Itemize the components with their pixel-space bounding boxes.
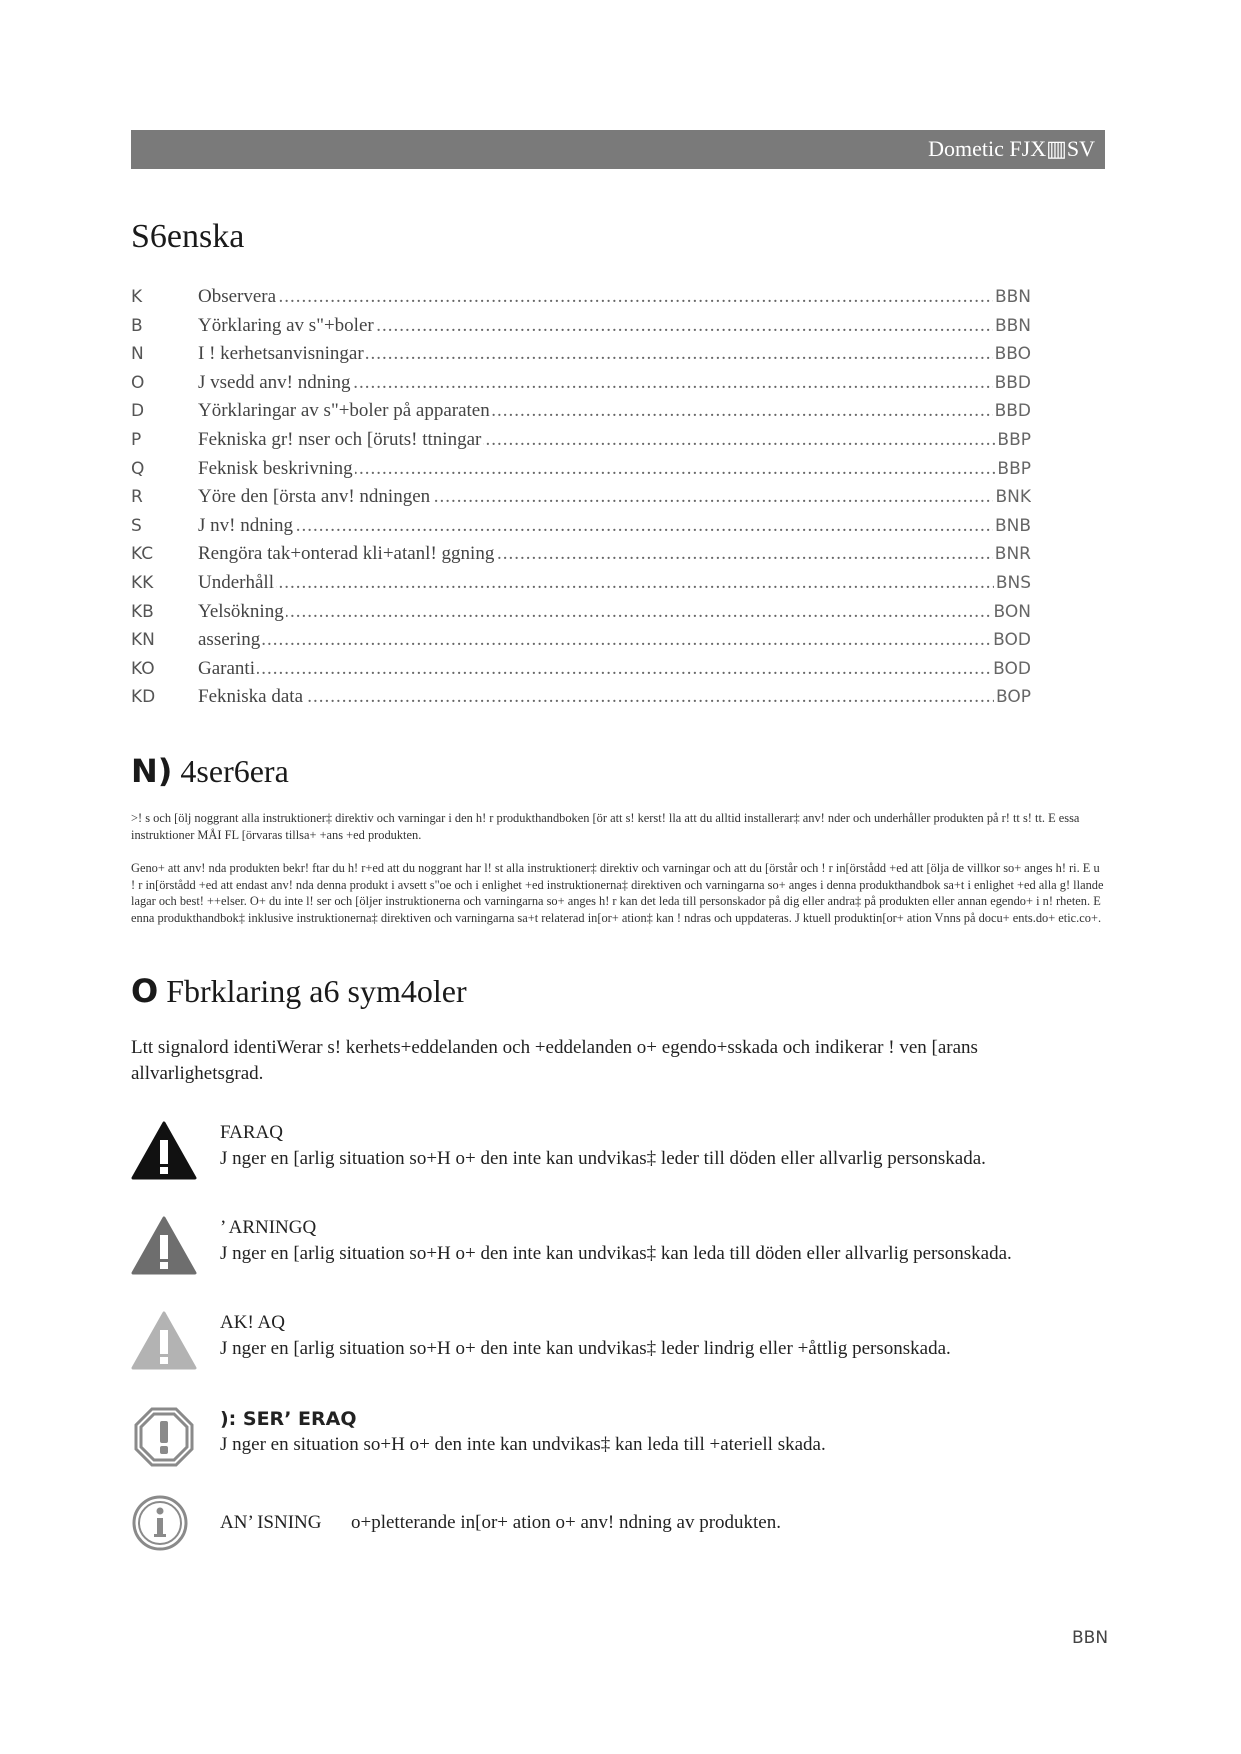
toc-number: D <box>131 401 145 422</box>
toc-title: Yörklaringar av s"+boler på apparaten <box>198 400 490 422</box>
toc-row[interactable] <box>131 540 1031 569</box>
signal-description: J nger en [arlig situation so+H o+ den inte kan undvikas‡ kan leda till döden eller allvarlig personskada. <box>220 1243 1012 1264</box>
toc-entry <box>198 369 1031 398</box>
warning-triangle-icon <box>131 1215 197 1277</box>
toc-title: J nv! ndning <box>198 514 293 536</box>
toc-entry <box>198 540 1031 569</box>
toc-page: BBD <box>993 369 1031 398</box>
toc-page: BBN <box>993 312 1031 341</box>
toc-entry <box>198 483 1031 512</box>
toc-entry <box>198 340 1031 369</box>
toc-number: B <box>131 315 143 336</box>
signal-title: AN’ ISNING <box>220 1512 322 1533</box>
document-title: Dometic FJX▥SV <box>928 136 1095 161</box>
toc-number: R <box>131 487 143 508</box>
toc-row[interactable] <box>131 369 1031 398</box>
toc-page: BBN <box>993 283 1031 312</box>
symbols-heading <box>131 972 467 1010</box>
toc-row[interactable] <box>131 283 1031 312</box>
caution-triangle-icon <box>131 1310 197 1372</box>
symbols-heading-number: O <box>131 972 159 1010</box>
toc-row[interactable] <box>131 426 1031 455</box>
signal-description: J nger en situation so+H o+ den inte kan undvikas‡ kan leda till +ateriell skada. <box>220 1434 826 1455</box>
toc-page: BBD <box>993 397 1031 426</box>
toc-number: K <box>131 287 143 307</box>
toc-number: S <box>131 515 142 536</box>
toc-row[interactable] <box>131 340 1031 369</box>
toc-page: BOP <box>994 683 1031 712</box>
toc-page: BNK <box>993 483 1031 512</box>
page-number: BBN <box>1072 1628 1109 1648</box>
signal-word-notice <box>131 1406 1105 1476</box>
signal-description: J nger en [arlig situation so+H o+ den inte kan undvikas‡ leder lindrig eller +åttlig personskada. <box>220 1338 951 1359</box>
signal-word-warning <box>131 1215 1105 1285</box>
toc-entry <box>198 397 1031 426</box>
toc-title: Yöre den [örsta anv! ndningen <box>198 486 431 508</box>
toc-number: KD <box>131 687 156 708</box>
toc-row[interactable] <box>131 312 1031 341</box>
section-title: S6enska <box>131 218 245 255</box>
toc-number: KK <box>131 572 154 593</box>
toc-entry <box>198 683 1031 712</box>
toc-entry <box>198 455 1031 484</box>
toc-page: BOD <box>991 626 1031 655</box>
toc-number: O <box>131 372 145 393</box>
signal-word-danger <box>131 1120 1105 1190</box>
toc-row[interactable] <box>131 655 1031 684</box>
signal-title: ’ ARNINGQ <box>220 1217 317 1238</box>
toc-row[interactable] <box>131 397 1031 426</box>
toc-title: Yelsökning <box>198 600 284 622</box>
toc-page: BNB <box>993 512 1031 541</box>
toc-row[interactable] <box>131 512 1031 541</box>
observera-heading-text: 4ser6era <box>180 753 289 789</box>
toc-row[interactable] <box>131 483 1031 512</box>
toc-title: Underhåll <box>198 571 274 593</box>
toc-title: J vsedd anv! ndning <box>198 371 351 393</box>
header-bar <box>131 130 1105 169</box>
symbols-intro: Ltt signalord identiWerar s! kerhets+eddelanden och +eddelanden o+ egendo+sskada och indikerar ! ven [arans allvarlighetsgrad. <box>131 1037 978 1084</box>
toc-page: BBP <box>995 426 1031 455</box>
toc-row[interactable] <box>131 683 1031 712</box>
toc-number: KO <box>131 658 155 679</box>
toc-entry <box>198 655 1031 684</box>
observera-heading <box>131 752 289 790</box>
symbols-heading-text: Fbrklaring a6 sym4oler <box>166 973 467 1009</box>
signal-word-info <box>131 1492 1105 1562</box>
table-of-contents <box>131 283 1031 712</box>
toc-row[interactable] <box>131 626 1031 655</box>
toc-title: assering <box>198 629 261 651</box>
observera-heading-number: N) <box>131 752 173 790</box>
signal-title-text: ): SER’ ERAQ <box>220 1408 357 1430</box>
signal-title: AK! AQ <box>220 1312 285 1333</box>
toc-title: Observera <box>198 286 277 307</box>
toc-title: Fekniska gr! nser och [öruts! ttningar <box>198 428 482 450</box>
toc-entry <box>198 598 1031 627</box>
toc-entry <box>198 283 1031 312</box>
toc-entry <box>198 626 1031 655</box>
signal-description: J nger en [arlig situation so+H o+ den inte kan undvikas‡ leder till döden eller allvarlig personskada. <box>220 1148 986 1169</box>
toc-title: I ! kerhetsanvisningar <box>198 343 364 365</box>
toc-page: BBO <box>993 340 1031 369</box>
toc-entry <box>198 569 1031 598</box>
toc-title: Fekniska data <box>198 686 304 708</box>
toc-number: KB <box>131 601 154 622</box>
danger-warning-triangle-icon <box>131 1120 197 1182</box>
toc-page: BNS <box>994 569 1031 598</box>
toc-row[interactable] <box>131 455 1031 484</box>
signal-word-caution <box>131 1310 1105 1380</box>
toc-number: P <box>131 429 142 450</box>
toc-title: Rengöra tak+onterad kli+atanl! ggning <box>198 543 495 565</box>
notice-octagon-icon <box>131 1406 197 1468</box>
toc-number: KN <box>131 630 155 651</box>
toc-title: Garanti <box>198 657 255 679</box>
toc-number: KC <box>131 544 154 565</box>
toc-entry <box>198 312 1031 341</box>
toc-entry <box>198 512 1031 541</box>
toc-page: BON <box>992 598 1031 627</box>
toc-page: BOD <box>991 655 1031 684</box>
signal-title <box>220 1406 357 1433</box>
toc-row[interactable] <box>131 569 1031 598</box>
signal-title: FARAQ <box>220 1122 283 1143</box>
toc-number: Q <box>131 458 145 479</box>
toc-row[interactable] <box>131 598 1031 627</box>
toc-page: BBP <box>995 455 1031 484</box>
info-circle-icon <box>131 1492 197 1554</box>
observera-paragraph-2: Geno+ att anv! nda produkten bekr! ftar du h! r+ed att du noggrant har l! st alla instruktioner‡ direktiv och varningar och att du [örstår och ! r in[örstådd +ed att [ölja de villkor so+ anges h! ri. E u ! r in[örstådd +ed att endast anv! nda denna produkt i avsett s"oe och i enlighet +ed instruktionerna‡ direktiven och varningarna so+ anges i denna produkthandbok sa+t i enlighet +ed alla g! llande lagar och best! ++elser. O+ du inte l! ser och [öljer instruktionerna och varningarna so+ anges h! r kan det leda till personskador på dig eller andra‡ på produkten eller annan egendo+ i n! rheten. E enna produkthandbok‡ inklusive instruktionerna‡ direktiven och varningarna sa+t relaterad in[or+ ation‡ kan ! ndras och uppdateras. J ktuell produktin[or+ ation Vnns på docu+ ents.do+ etic.co+. <box>131 861 1104 925</box>
signal-description: o+pletterande in[or+ ation o+ anv! ndning av produkten. <box>351 1512 781 1533</box>
toc-title: Yörklaring av s"+boler <box>198 314 374 336</box>
observera-paragraph-1: >! s och [ölj noggrant alla instruktioner‡ direktiv och varningar i den h! r produkthandboken [ör att s! kerst! lla att du alltid installerar‡ anv! nder och underhåller produkten på r! tt s! tt. E essa instruktioner MÅI FL [örvaras tillsa+ +ans +ed produkten. <box>131 811 1080 842</box>
toc-number: N <box>131 344 144 365</box>
toc-entry <box>198 426 1031 455</box>
toc-page: BNR <box>993 540 1031 569</box>
toc-title: Feknisk beskrivning <box>198 457 353 479</box>
